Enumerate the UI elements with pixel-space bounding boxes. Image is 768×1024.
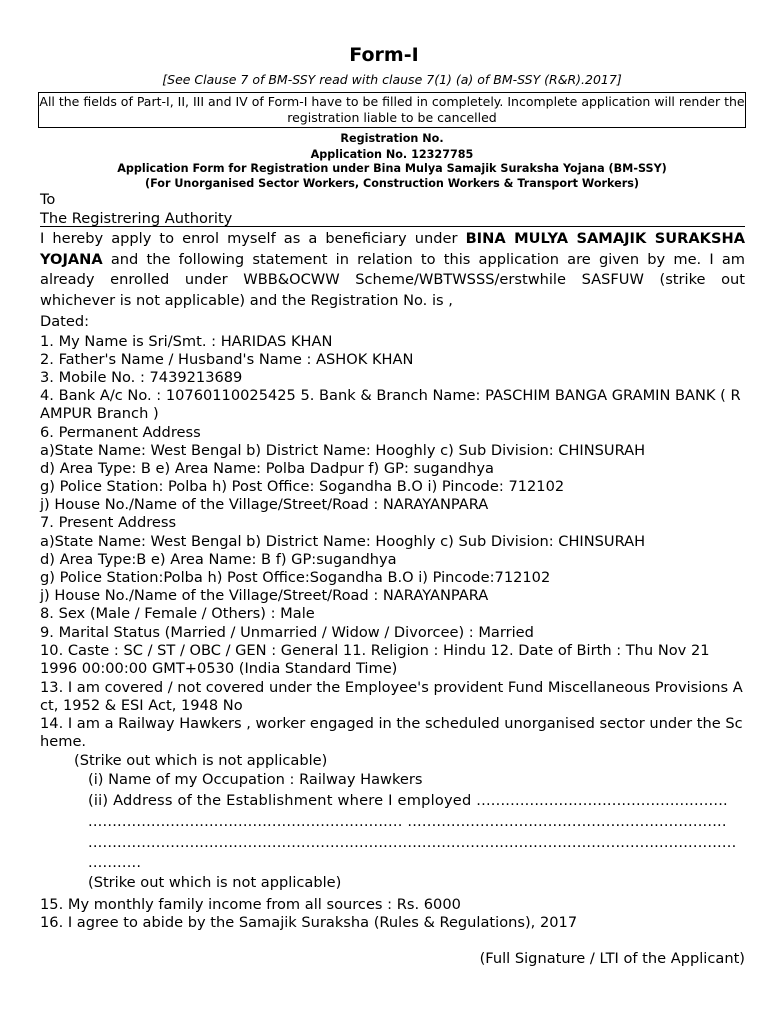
form-title: Form-I [349,44,419,66]
field-marital-status: 9. Marital Status (Married / Unmarried / Widow / Divorcee) : Married [40,624,534,641]
application-form-subheading: (For Unorganised Sector Workers, Construction Workers & Transport Workers) [144,177,640,190]
form-clause-reference: [See Clause 7 of BM-SSY read with clause 7(1) (a) of BM-SSY (R&R).2017] [162,72,622,87]
field-caste-religion-dob: 10. Caste : SC / ST / OBC / GEN : General 11. Religion : Hindu 12. Date of Birth : Thu Nov 21 1996 00:00:00 GMT+0530 (India Standard Time) [40,642,710,677]
field-occupation-statement: 14. I am a Railway Hawkers , worker engaged in the scheduled unorganised sector under the Scheme. [40,715,743,750]
present-address-line-a: a)State Name: West Bengal b) District Name: Hooghly c) Sub Division: CHINSURAH [40,533,646,550]
address-to: To [40,191,56,208]
application-form-heading: Application Form for Registration under Bina Mulya Samajik Suraksha Yojana (BM-SSY) [117,162,667,175]
field-bank-details: 4. Bank A/c No. : 10760110025425 5. Bank & Branch Name: PASCHIM BANGA GRAMIN BANK ( RAMPUR Branch ) [40,387,741,422]
registering-authority: The Registrering Authority [40,210,233,227]
field-father-name: 2. Father's Name / Husband's Name : ASHOK KHAN [40,351,414,368]
dotted-fill-line: ........... [88,854,142,871]
instruction-notice-box: All the fields of Part-I, II, III and IV of Form-I have to be filled in completely. Incomplete application will render the registration liable to be cancelled [38,92,746,128]
registration-number: Registration No. [340,132,444,145]
present-address-line-d: d) Area Type:B e) Area Name: B f) GP:sugandhya [40,551,397,568]
permanent-address-line-g: g) Police Station: Polba h) Post Office: Sogandha B.O i) Pincode: 712102 [40,478,565,495]
strike-out-note: (Strike out which is not applicable) [74,752,328,769]
strike-out-note: (Strike out which is not applicable) [88,874,342,891]
field-agreement: 16. I agree to abide by the Samajik Suraksha (Rules & Regulations), 2017 [40,914,578,931]
field-epf-coverage: 13. I am covered / not covered under the Employee's provident Fund Miscellaneous Provisions Act, 1952 & ESI Act, 1948 No [40,679,743,714]
dotted-fill-line: ................................................................. .................................................................. [88,813,727,830]
field-mobile: 3. Mobile No. : 7439213689 [40,369,243,386]
field-monthly-income: 15. My monthly family income from all sources : Rs. 6000 [40,896,461,913]
field-present-address: 7. Present Address [40,514,177,531]
permanent-address-line-a: a)State Name: West Bengal b) District Name: Hooghly c) Sub Division: CHINSURAH [40,442,646,459]
divider-line [40,226,745,227]
occupation-name: (i) Name of my Occupation : Railway Hawkers [88,771,423,788]
field-permanent-address: 6. Permanent Address [40,424,201,441]
permanent-address-line-d: d) Area Type: B e) Area Name: Polba Dadpur f) GP: sugandhya [40,460,494,477]
establishment-address: (ii) Address of the Establishment where I employed .................................................... [88,792,728,809]
applicant-signature-label: (Full Signature / LTI of the Applicant) [479,950,745,967]
field-name: 1. My Name is Sri/Smt. : HARIDAS KHAN [40,333,333,350]
scheme-name: BINA MULYA SAMAJIK SURAKSHA YOJANA [40,230,745,268]
dated-field: Dated: [40,313,90,330]
field-sex: 8. Sex (Male / Female / Others) : Male [40,605,315,622]
intro-paragraph: I hereby apply to enrol myself as a beneficiary under BINA MULYA SAMAJIK SURAKSHA YOJANA and the following statement in relation to this application are given by me. I am already enrolled under WBB&OCWW Scheme/WBTWSSS/erstwhile SASFUW (strike out whichever is not applicable) and the Registration No. is , [40,230,745,309]
application-number: Application No. 12327785 [310,148,474,161]
dotted-fill-line: ...................................................................................................................................... [88,834,737,851]
present-address-line-j: j) House No./Name of the Village/Street/Road : NARAYANPARA [40,587,489,604]
permanent-address-line-j: j) House No./Name of the Village/Street/Road : NARAYANPARA [40,496,489,513]
present-address-line-g: g) Police Station:Polba h) Post Office:Sogandha B.O i) Pincode:712102 [40,569,551,586]
